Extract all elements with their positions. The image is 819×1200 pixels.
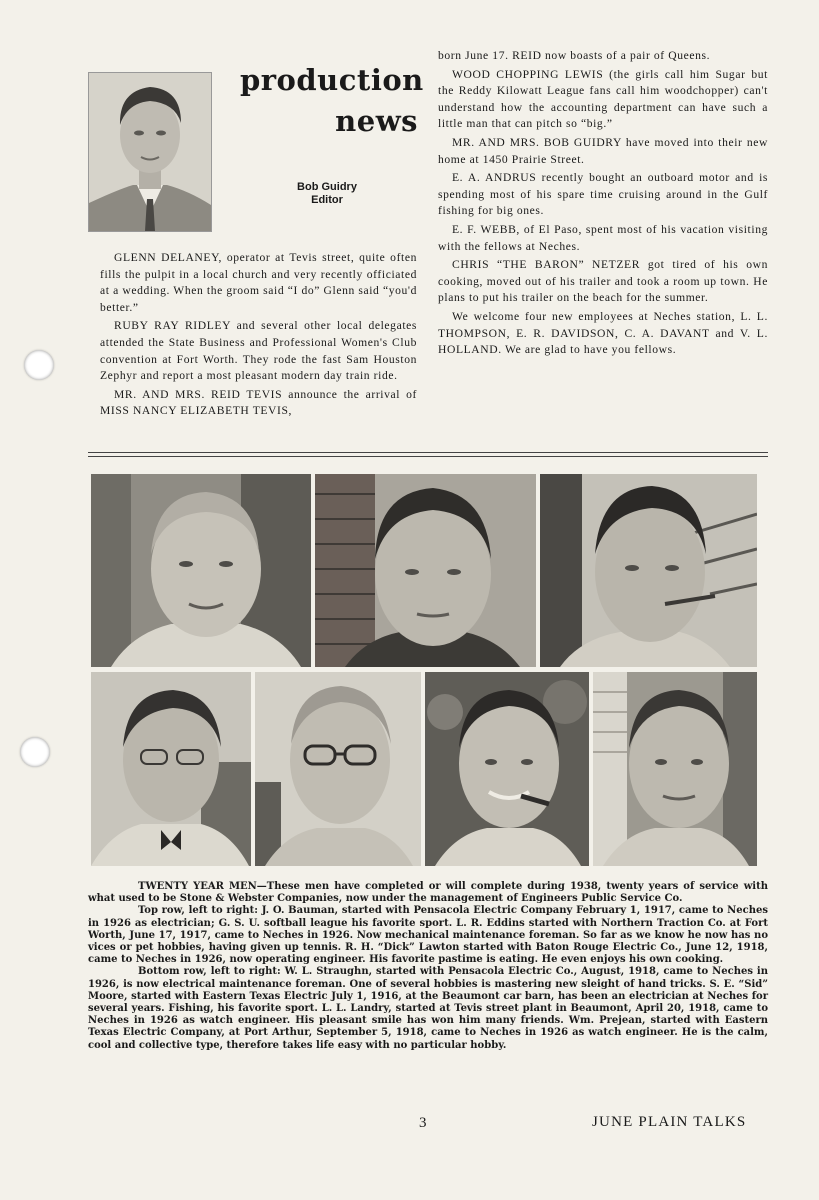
caption-bottom-row: Bottom row, left to right: W. L. Straughn, started with Pensacola Electric Co., August, 1918, came to Neches in 1926, is now electrical maintenance foreman. One of several hobbies is mastering new sleight of hand tricks. S. E. “Sid” Moore, started with Eastern Texas Electric July 1, 1916, at the Beaumont car barn, has been an electrician at Neches for several years. Fishing, his favorite sport. L. L. Landry, started at Tevis street plant in Beaumont, April 20, 1918, came to Neches in 1926 as watch engineer. His pleasant smile has won him many friends. Wm. Prejean, started with Eastern Texas Electric Company, at Port Arthur, September 5, 1918, came to Neches in 1926 as watch engineer. He is the calm, cool and collective type, therefore takes life easy with no particular hobby. <box>88 966 768 1051</box>
masthead-line-2: news <box>335 104 418 138</box>
portrait-photo <box>315 474 536 667</box>
news-item: We welcome four new employees at Neches station, L. L. THOMPSON, E. R. DAVIDSON, C. A. DAVANT and V. L. HOLLAND. We are glad to have you fellows. <box>438 309 768 357</box>
news-column-left <box>100 250 417 422</box>
editor-name: Bob Guidry <box>297 181 357 193</box>
portrait-photo <box>593 672 757 866</box>
portrait-photo <box>255 672 421 866</box>
news-item: WOOD CHOPPING LEWIS (the girls call him Sugar but the Reddy Kilowatt League fans call him woodchopper) can't understand how the accounting department can have such a little man that can pitch so “big.” <box>438 67 768 131</box>
news-item: born June 17. REID now boasts of a pair of Queens. <box>438 49 711 62</box>
editor-credit <box>270 181 384 207</box>
news-item: E. F. WEBB, of El Paso, spent most of his vacation visiting with the fellows at Neches. <box>438 222 768 253</box>
portrait-photo <box>91 474 311 667</box>
portrait-photo <box>425 672 589 866</box>
news-item: GLENN DELANEY, operator at Tevis street, quite often fills the pulpit in a local church and very recently officiated at a wedding. When the groom said “I do” Glenn said “you'd better.” <box>100 251 417 314</box>
news-item: MR. AND MRS. BOB GUIDRY have moved into their new home at 1450 Prairie Street. <box>438 135 768 166</box>
portrait-photo <box>91 672 251 866</box>
news-item: CHRIS “THE BARON” NETZER got tired of his own cooking, moved out of his trailer and took a room up town. He plans to put his trailer on the beach for the summer. <box>438 258 768 305</box>
section-divider <box>88 452 768 457</box>
section-masthead <box>240 60 424 142</box>
binder-hole-top <box>24 350 54 380</box>
editor-portrait <box>88 72 212 232</box>
news-item: E. A. ANDRUS recently bought an outboard motor and is spending most of his spare time cruising around in the Gulf fishing for big ones. <box>438 171 768 218</box>
news-item: MR. AND MRS. REID TEVIS announce the arrival of MISS NANCY ELIZABETH TEVIS, <box>100 387 417 418</box>
twenty-year-men-photos <box>91 474 757 866</box>
caption-heading-paragraph: TWENTY YEAR MEN—These men have completed or will complete during 1938, twenty years of service with what used to be Stone & Webster Companies, now under the management of Engineers Public Service Co. <box>88 881 768 905</box>
photo-caption <box>88 881 768 1052</box>
page-number: 3 <box>419 1115 427 1131</box>
news-column-right <box>438 48 768 361</box>
caption-top-row: Top row, left to right: J. O. Bauman, started with Pensacola Electric Company February 1, 1917, came to Neches in 1926 as electrician; G. S. U. softball league his favorite sport. L. R. Eddins started with Northern Traction Co. at Fort Worth, June 17, 1917, came to Neches in 1926. Now mechanical maintenance foreman. So far as we know he now has no vices or pet hobbies, having given up tennis. R. H. “Dick” Lawton started with Baton Rouge Electric Co., June 12, 1918, came to Neches in 1926, now operating engineer. His favorite pastime is eating. He even enjoys his own cooking. <box>88 905 768 966</box>
editor-role: Editor <box>311 194 343 206</box>
publication-title: JUNE PLAIN TALKS <box>592 1114 747 1130</box>
masthead-line-1: production <box>240 63 424 97</box>
news-item: RUBY RAY RIDLEY and several other local delegates attended the State Business and Professional Women's Club convention at Fort Worth. They rode the fast Sam Houston Zephyr and report a most pleasant modern day train ride. <box>100 319 417 383</box>
binder-hole-bottom <box>20 737 50 767</box>
portrait-photo <box>540 474 757 667</box>
